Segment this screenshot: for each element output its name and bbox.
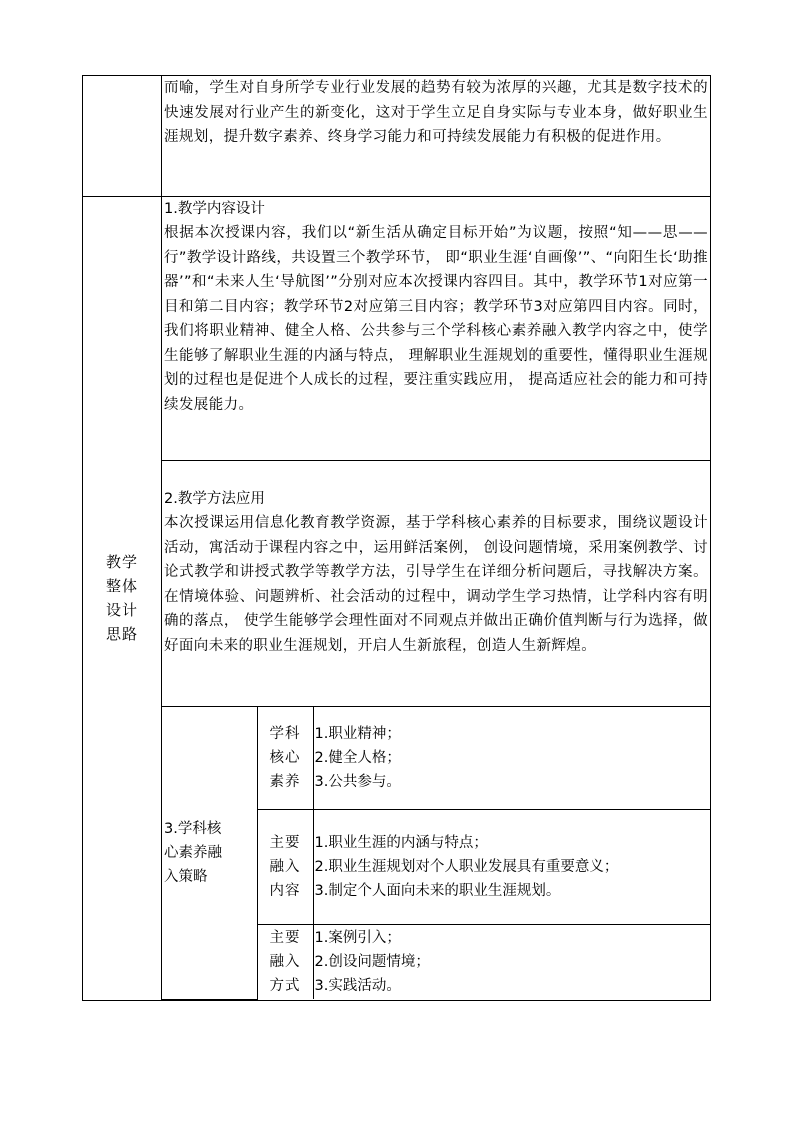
sub-label-cell: [257, 924, 313, 999]
method-row: [83, 461, 711, 707]
section2-title: 2.教学方法应用: [164, 491, 265, 507]
strategy-row: [83, 707, 711, 1001]
sub-label: 主要融入方式: [269, 929, 301, 994]
section1-body: 根据本次授课内容，我们以“新生活从确定目标开始”为议题，按照“知——思——行”教学设计路线，共设置三个教学环节， 即“职业生涯‘自画像’”、“向阳生长‘助推器’”和“未来人生‘导航图’”分别对应本次授课内容四目。其中，教学环节1对应第一目和第二目内容；教学环节2对应第三目内容；教学环节3对应第四目内容。同时，我们将职业精神、健全人格、公共参与三个学科核心素养融入教学内容之中，使学生能够了解职业生涯的内涵与特点， 理解职业生涯规划的重要性，懂得职业生涯规划的过程也是促进个人成长的过程，要注重实践应用， 提高适应社会的能力和可持续发展能力。: [164, 225, 708, 413]
list-item: 1.案例引入；: [314, 929, 401, 946]
section-method: [162, 461, 711, 707]
content-design-row: [83, 197, 711, 461]
list-item: 2.健全人格；: [314, 749, 401, 766]
row-label: 教学整体设计思路: [105, 553, 138, 644]
section1-title: 1.教学内容设计: [164, 201, 265, 217]
sub-label: 学科核心素养: [269, 725, 301, 790]
sub-label-cell: [257, 707, 313, 809]
section2-body: 本次授课运用信息化教育教学资源，基于学科核心素养的目标要求，围绕议题设计活动，寓活动于课程内容之中，运用鲜活案例， 创设问题情境，采用案例教学、讨论式教学和讲授式教学等教学方法，引导学生在详细分析问题后，寻找解决方案。在情境体验、问题辨析、社会活动的过程中，调动学生学习热情，让学科内容有明确的落点， 使学生能够学会理性面对不同观点并做出正确价值判断与行为选择，做好面向未来的职业生涯规划，开启人生新旅程，创造人生新辉煌。: [164, 515, 708, 654]
section-content-design: [162, 197, 711, 461]
sub-label: 主要融入内容: [269, 834, 301, 899]
top-paragraph: 而喻，学生对自身所学专业行业发展的趋势有较为浓厚的兴趣，尤其是数字技术的快速发展对行业产生的新变化，这对于学生立足自身实际与专业本身，做好职业生涯规划，提升数字素养、终身学习能力和可持续发展能力有积极的促进作用。: [164, 80, 708, 145]
item-list: [313, 809, 710, 924]
item-list: [313, 924, 710, 999]
strategy-lead-cell: [162, 707, 257, 999]
empty-label-cell: [83, 76, 162, 197]
row-label-cell: [83, 197, 162, 1001]
list-item: 1.职业精神；: [314, 725, 401, 742]
design-table: [82, 75, 711, 1001]
list-item: 3.实践活动。: [314, 977, 401, 994]
strategy-table: [162, 707, 710, 1000]
continuation-cell: [162, 76, 711, 197]
strategy-lead: 3.学科核心素养融入策略: [164, 820, 222, 885]
list-item: 2.职业生涯规划对个人职业发展具有重要意义；: [314, 858, 619, 875]
list-item: 1.职业生涯的内涵与特点；: [314, 834, 488, 851]
sub-label-cell: [257, 809, 313, 924]
list-item: 2.创设问题情境；: [314, 953, 430, 970]
item-list: [313, 707, 710, 809]
list-item: 3.公共参与。: [314, 773, 401, 790]
strategy-cell: [162, 707, 711, 1001]
continuation-row: [83, 76, 711, 197]
list-item: 3.制定个人面向未来的职业生涯规划。: [314, 882, 561, 899]
strategy-row-1: [162, 707, 710, 809]
